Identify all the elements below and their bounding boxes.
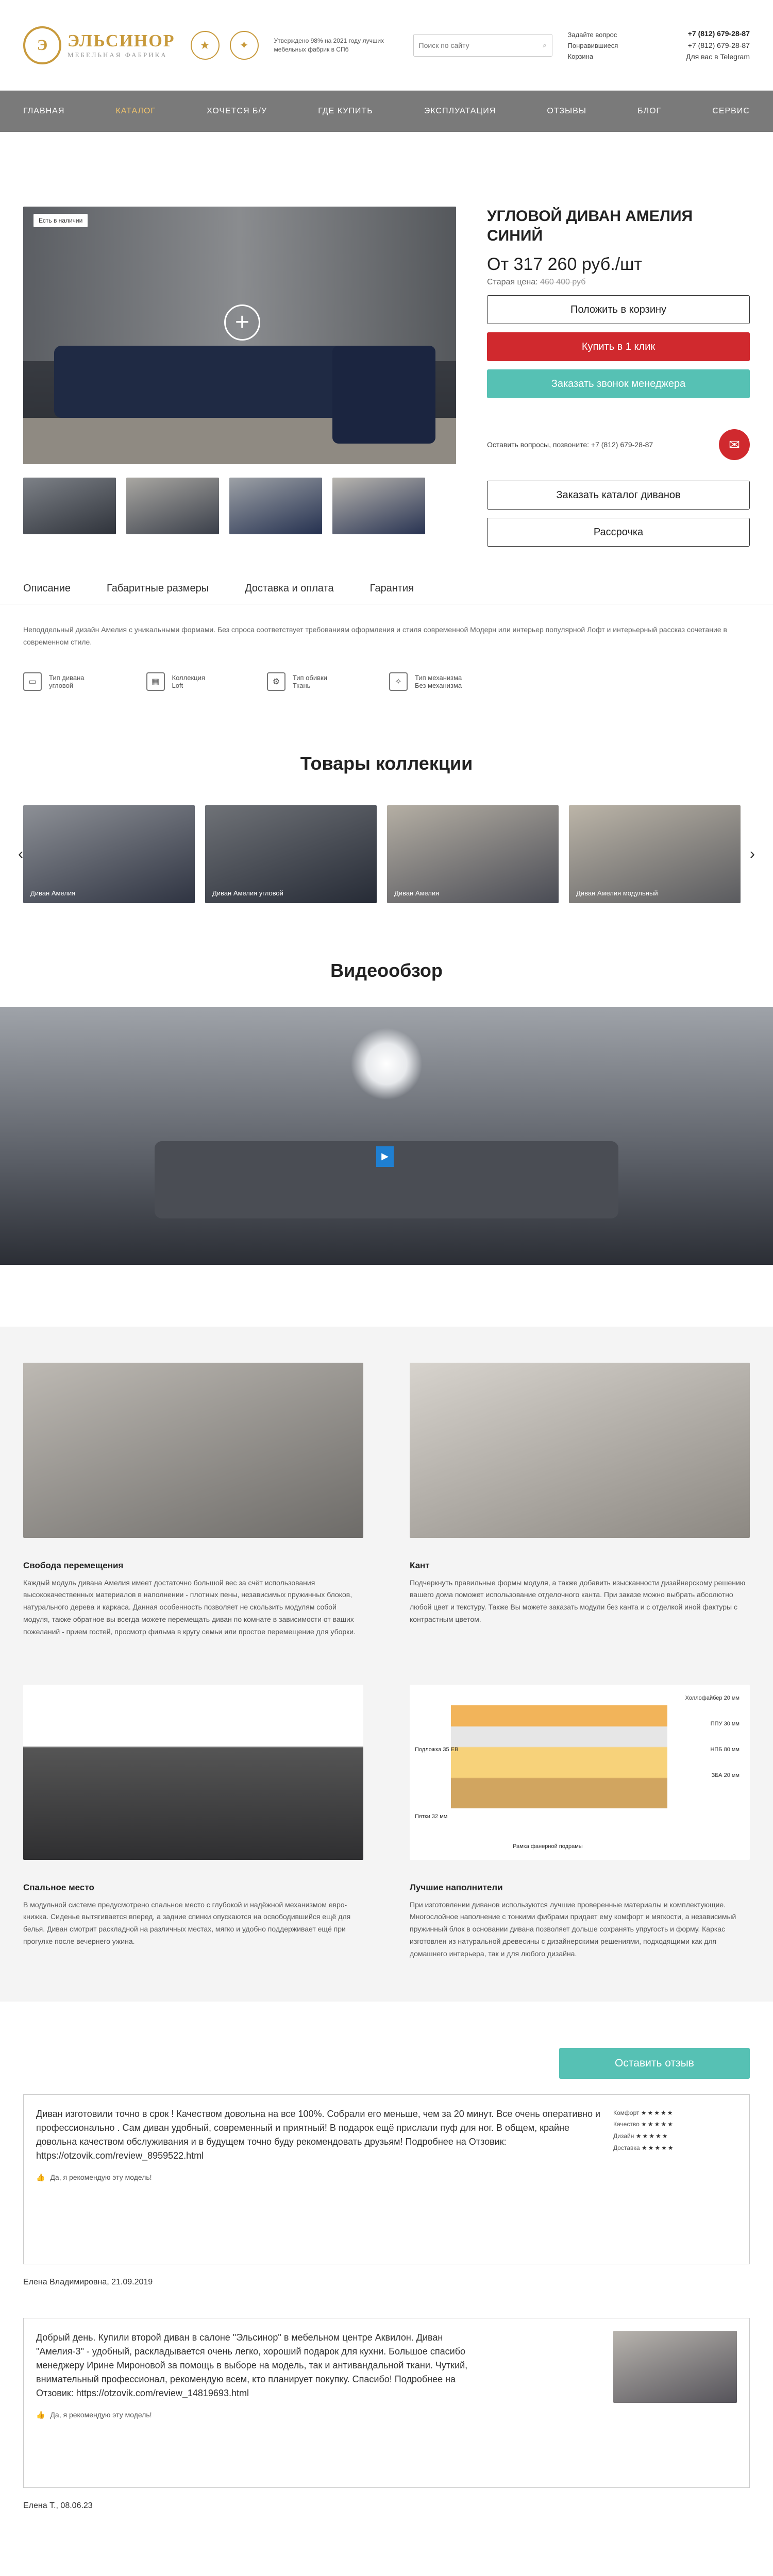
header-phone-1[interactable]: +7 (812) 679-28-87 <box>687 29 750 38</box>
callback-row <box>487 429 750 460</box>
rating-label: Комфорт <box>613 2109 640 2116</box>
header-phone-2[interactable]: +7 (812) 679-28-87 <box>687 41 750 49</box>
layer-label: Пятки 32 мм <box>415 1813 448 1820</box>
product-tabs <box>0 575 773 604</box>
layer-label: Подложка 35 ЕВ <box>415 1746 459 1753</box>
collection-item[interactable] <box>205 805 377 903</box>
recommend-text: Да, я рекомендую эту модель! <box>50 2411 152 2419</box>
feature-value: угловой <box>49 681 74 689</box>
feature-block-text: Каждый модуль дивана Амелия имеет достаточно большой вес за счёт использования высококачественных материалов в наполнении - плотных пены, независимых пружинных блоков, натурального дерева и каркаса. Данная особенность позволяет не скользить модулям собой модуля, также обратное вы всегда можете перемещать диван по комнате в зависимости от ваших пожеланий - прием гостей, просмотр фильма в кругу семьи или простое перемещение для уборки. <box>23 1578 356 1636</box>
collection-item-caption: Диван Амелия модульный <box>576 889 658 897</box>
order-catalog-button[interactable]: Заказать каталог диванов <box>487 481 750 510</box>
tab-dimensions[interactable]: Габаритные размеры <box>107 583 209 594</box>
layer-label: ЗБА 20 мм <box>711 1772 740 1778</box>
feature-block-title: Свобода перемещения <box>23 1560 124 1570</box>
review-text: Добрый день. Купили второй диван в салоне "Эльсинор" в мебельном центре Аквилон. Диван "Амелия-3" - удобный, раскладывается очень легко, хороший подарок для кухни. Большое спасибо менеджеру Ирине Мироновой за помощь в выборе на модель, так и антивандальной ткани. Чуткий, внимательный профессионал, рекомендую всем, кто планирует покупку. Спасибо! Подробнее на Отзовик: https://otzovik.com/review_14819693.html <box>36 2332 468 2398</box>
upholstery-icon: ⚙ <box>267 672 285 691</box>
collection-item-caption: Диван Амелия <box>394 889 440 897</box>
tab-description[interactable]: Описание <box>23 583 71 594</box>
feature-block <box>410 1363 750 1638</box>
review-author: Елена Владимировна, 21.09.2019 <box>23 2277 153 2286</box>
medal-icon: ✦ <box>230 31 259 60</box>
feature-image <box>410 1363 750 1538</box>
layer-label: Рамка фанерной подрамы <box>513 1843 583 1850</box>
video-player[interactable] <box>0 1007 773 1265</box>
feature-block-title: Лучшие наполнители <box>410 1882 503 1892</box>
feature-image <box>23 1363 363 1538</box>
reviews-section <box>23 2002 750 2511</box>
collection-item[interactable] <box>569 805 741 903</box>
award-icon: ★ <box>191 31 220 60</box>
review-card <box>23 2094 750 2264</box>
nav-item-service[interactable]: СЕРВИС <box>712 107 750 115</box>
thumbnail[interactable] <box>23 478 116 534</box>
feature-image <box>23 1685 363 1860</box>
product-description: Неподдельный дизайн Амелия с уникальными формами. Без спроса соответствует требованиям оформления и стиля современной Модерн или интерьер популярной Лофт и интерьерный рассказ сочетание в современном стиле. <box>23 625 727 646</box>
layer-label: НПБ 80 мм <box>710 1746 740 1753</box>
search-icon[interactable]: ⌕ <box>543 41 547 49</box>
old-price <box>487 278 750 287</box>
old-price-label: Старая цена: <box>487 278 538 286</box>
feature-item <box>23 672 85 691</box>
mechanism-icon: ✧ <box>389 672 408 691</box>
feature-block <box>410 1685 750 1960</box>
feature-block-title: Спальное место <box>23 1882 94 1892</box>
add-to-cart-button[interactable]: Положить в корзину <box>487 295 750 324</box>
header-link-cart[interactable]: Корзина <box>567 52 594 60</box>
stars-icon: ★★★★★ <box>635 2132 669 2140</box>
logo-name: ЭЛЬСИНОР <box>68 31 175 50</box>
nav-item-where-to-buy[interactable]: ГДЕ КУПИТЬ <box>318 107 373 115</box>
feature-label: Тип механизма <box>414 673 462 682</box>
stars-icon: ★★★★★ <box>641 2144 675 2151</box>
feature-list <box>23 672 750 691</box>
carousel-prev-icon[interactable]: ‹ <box>18 845 23 862</box>
collection-item-caption: Диван Амелия <box>30 889 76 897</box>
feature-value: Loft <box>172 681 183 689</box>
product-title: УГЛОВОЙ ДИВАН АМЕЛИЯ СИНИЙ <box>487 208 693 244</box>
carousel-next-icon[interactable]: › <box>750 845 755 862</box>
feature-item <box>146 672 205 691</box>
feature-label: Тип дивана <box>49 673 85 682</box>
header-promo: Утверждено 98% на 2021 году лучших мебельных фабрик в СПб <box>274 37 384 53</box>
header-link-ask[interactable]: Задайте вопрос <box>567 30 617 39</box>
product-main-photo[interactable] <box>23 207 456 464</box>
nav-item-care[interactable]: ЭКСПЛУАТАЦИЯ <box>424 107 496 115</box>
recommend-row <box>36 2411 490 2419</box>
feature-block-text: Подчеркнуть правильные формы модуля, а также добавить изысканности дизайнерскому решению вашего дома поможет использование отделочного канта. При заказе можно выбрать абсолютно любой цвет и текстуру. Также Вы можете заказать модули без канта и с отделкой иной фактуры с контрастным цветом. <box>410 1578 746 1623</box>
old-price-value: 460 400 руб <box>540 278 586 286</box>
header-link-favorites[interactable]: Понравившиеся <box>567 41 618 49</box>
logo-mark: Э <box>23 26 61 64</box>
site-header <box>0 0 773 91</box>
recommend-row <box>36 2173 603 2182</box>
feature-item <box>389 672 462 691</box>
review-card <box>23 2318 750 2488</box>
feature-block <box>23 1363 363 1638</box>
stars-icon: ★★★★★ <box>641 2121 674 2128</box>
nav-item-reviews[interactable]: ОТЗЫВЫ <box>547 107 587 115</box>
main-nav <box>0 91 773 132</box>
layer-label: Холлофайбер 20 мм <box>685 1694 740 1701</box>
thumbnail[interactable] <box>126 478 219 534</box>
product-info <box>487 207 750 547</box>
callback-text: Оставить вопросы, позвоните: +7 (812) 679-28-87 <box>487 440 653 449</box>
review-text: Диван изготовили точно в срок ! Качеством довольна на все 100%. Собрали его меньше, чем за 20 минут. Все очень оперативно и профессионально . Сам диван удобный, современный и приятный! В подарок ещё прислали пуф для ног. В общем, крайне довольна качеством обслуживания и в будущем точно буду рекомендовать друзьям! Подробнее на Отзовик: https://otzovik.com/review_8959522.html <box>36 2108 601 2161</box>
feature-label: Коллекция <box>172 673 205 682</box>
logo-tagline: МЕБЕЛЬНАЯ ФАБРИКА <box>68 51 167 59</box>
thumbnail[interactable] <box>332 478 425 534</box>
zoom-plus-icon[interactable]: + <box>224 304 260 341</box>
sofa-type-icon: ▭ <box>23 672 42 691</box>
search-box[interactable] <box>413 34 552 57</box>
rating-label: Качество <box>613 2121 640 2128</box>
feature-block <box>23 1685 363 1960</box>
search-input[interactable] <box>419 41 543 49</box>
installment-button[interactable]: Рассрочка <box>487 518 750 547</box>
order-call-button[interactable]: Заказать звонок менеджера <box>487 369 750 398</box>
leave-review-button[interactable]: Оставить отзыв <box>559 2048 750 2079</box>
nav-item-used[interactable]: ХОЧЕТСЯ Б/У <box>207 107 267 115</box>
collection-icon: ▦ <box>146 672 165 691</box>
collection-section <box>18 752 755 903</box>
video-title: Видеообзор <box>330 959 443 981</box>
buy-one-click-button[interactable]: Купить в 1 клик <box>487 332 750 361</box>
layer-label: ППУ 30 мм <box>710 1720 740 1727</box>
feature-value: Без механизма <box>414 681 462 689</box>
features-grid-section <box>0 1327 773 2002</box>
collection-item[interactable] <box>23 805 195 903</box>
feature-block-text: В модульной системе предусмотрено спальное место с глубокой и надёжной механизмом евро-книжка. Сиденье вытягивается вперед, а задние спинки опускаются на освободившийся ещё для белья. Диван смотрит раскладной на различных местах, мягко и удобно поддерживает ещё при прогулке после вечернего ужина. <box>23 1900 351 1945</box>
nav-item-catalog[interactable]: КАТАЛОГ <box>115 107 156 115</box>
play-icon[interactable]: ▶ <box>376 1146 394 1167</box>
nav-item-home[interactable]: ГЛАВНАЯ <box>23 107 65 115</box>
thumbs-up-icon[interactable]: 👍 <box>36 2410 45 2419</box>
review-ratings <box>613 2107 727 2248</box>
tab-warranty[interactable]: Гарантия <box>369 583 414 594</box>
feature-item <box>267 672 327 691</box>
stars-icon: ★★★★★ <box>641 2109 674 2116</box>
review-photo[interactable] <box>613 2331 737 2403</box>
review-author: Елена Т., 08.06.23 <box>23 2501 93 2510</box>
feature-block-text: При изготовлении диванов используются лучшие проверенные материалы и комплектующие. Многослойное наполнение с тонкими фибрами придает ему комфорт и мягкости, а независимый пружинный блок в основании дивана позволяет дольше сохранять упругость и форму. Каркас изготовлен из натуральной древесины с дизайнерскими решениями, подходящими как для домашнего интерьера, так и для любого дизайна. <box>410 1900 736 1958</box>
logo[interactable] <box>23 26 175 64</box>
product-section <box>0 132 773 547</box>
feature-block-title: Кант <box>410 1560 430 1570</box>
rating-label: Доставка <box>613 2144 640 2151</box>
collection-item-caption: Диван Амелия угловой <box>212 889 283 897</box>
tab-delivery[interactable]: Доставка и оплата <box>245 583 334 594</box>
feature-label: Тип обивки <box>292 673 327 682</box>
layers-diagram <box>410 1685 750 1860</box>
feature-value: Ткань <box>292 681 311 689</box>
product-price: От 317 260 руб./шт <box>487 255 642 274</box>
header-telegram[interactable]: Для вас в Telegram <box>686 53 750 61</box>
thumbs-up-icon[interactable]: 👍 <box>36 2173 45 2181</box>
nav-item-blog[interactable]: БЛОГ <box>637 107 662 115</box>
thumbnail-strip <box>23 478 456 534</box>
collection-title: Товары коллекции <box>300 752 473 774</box>
rating-label: Дизайн <box>613 2132 634 2140</box>
chat-icon[interactable]: ✉ <box>719 429 750 460</box>
collection-carousel <box>18 805 755 903</box>
thumbnail[interactable] <box>229 478 322 534</box>
video-section <box>23 960 750 981</box>
recommend-text: Да, я рекомендую эту модель! <box>50 2173 152 2182</box>
collection-item[interactable] <box>387 805 559 903</box>
product-gallery <box>23 207 456 547</box>
in-stock-badge: Есть в наличии <box>33 214 88 227</box>
